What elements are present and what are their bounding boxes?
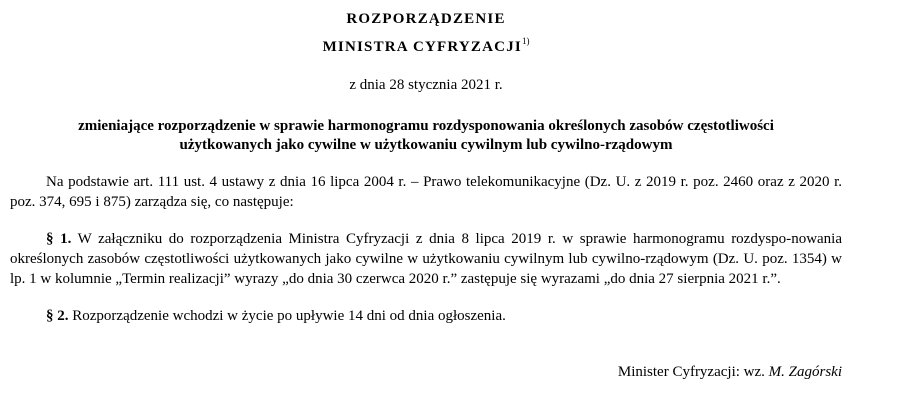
section-1-text: „do dnia 27 sierpnia 2021 r.”. bbox=[603, 271, 781, 287]
preamble-text: oraz z 2020 r. poz. 374, 695 i 875) zarządza się, co następuje: bbox=[10, 174, 843, 210]
section-1-mark: § 1. bbox=[46, 231, 72, 247]
document-type-heading bbox=[10, 8, 842, 30]
subject-line: użytkowanych jako cywilne w użytkowaniu cywilnym lub cywilno-rządowym bbox=[179, 137, 673, 153]
document-type: ROZPORZĄDZENIE bbox=[346, 11, 506, 27]
section-2-text: Rozporządzenie wchodzi w życie po upływie 14 dni od dnia ogłoszenia. bbox=[72, 308, 506, 324]
section-2-paragraph bbox=[10, 306, 842, 326]
issuer-heading bbox=[10, 30, 842, 58]
footnote-marker: 1) bbox=[521, 36, 530, 46]
subject-line: zmieniające rozporządzenie w sprawie harmonogramu rozdysponowania określonych zasobów częstotliwości bbox=[78, 118, 774, 134]
signature-prefix: Minister Cyfryzacji: wz. bbox=[617, 364, 765, 380]
section-1-text: (Dz. U. poz. 1354) w lp. 1 w kolumnie „Termin realizacji” wyrazy „do dnia 30 czerwca 2020 r.” zastępuje się wyrazami bbox=[10, 251, 843, 287]
preamble-paragraph bbox=[10, 172, 842, 212]
document-subject bbox=[10, 117, 842, 155]
section-1-text: nowania określonych zasobów częstotliwości użytkowanych jako cywilne w użytkowaniu cywilnym lub cywilno-rządowym bbox=[10, 231, 843, 267]
document-date: z dnia 28 stycznia 2021 r. bbox=[349, 77, 503, 93]
document-page bbox=[10, 8, 842, 382]
preamble-text: Na podstawie art. 111 ust. 4 ustawy z dnia 16 lipca 2004 r. – Prawo telekomunikacyjne (Dz. U. z 2019 r. poz. 2460 bbox=[46, 174, 754, 190]
section-2-mark: § 2. bbox=[46, 308, 69, 324]
section-1-paragraph bbox=[10, 229, 842, 289]
signatory-name: M. Zagórski bbox=[768, 364, 842, 380]
section-1-text: W załączniku do rozporządzenia Ministra Cyfryzacji z dnia 8 lipca 2019 r. w sprawie harmonogramu rozdyspo- bbox=[77, 231, 792, 247]
issuer-name: MINISTRA CYFRYZACJI bbox=[322, 39, 522, 55]
signature-block bbox=[10, 362, 842, 382]
